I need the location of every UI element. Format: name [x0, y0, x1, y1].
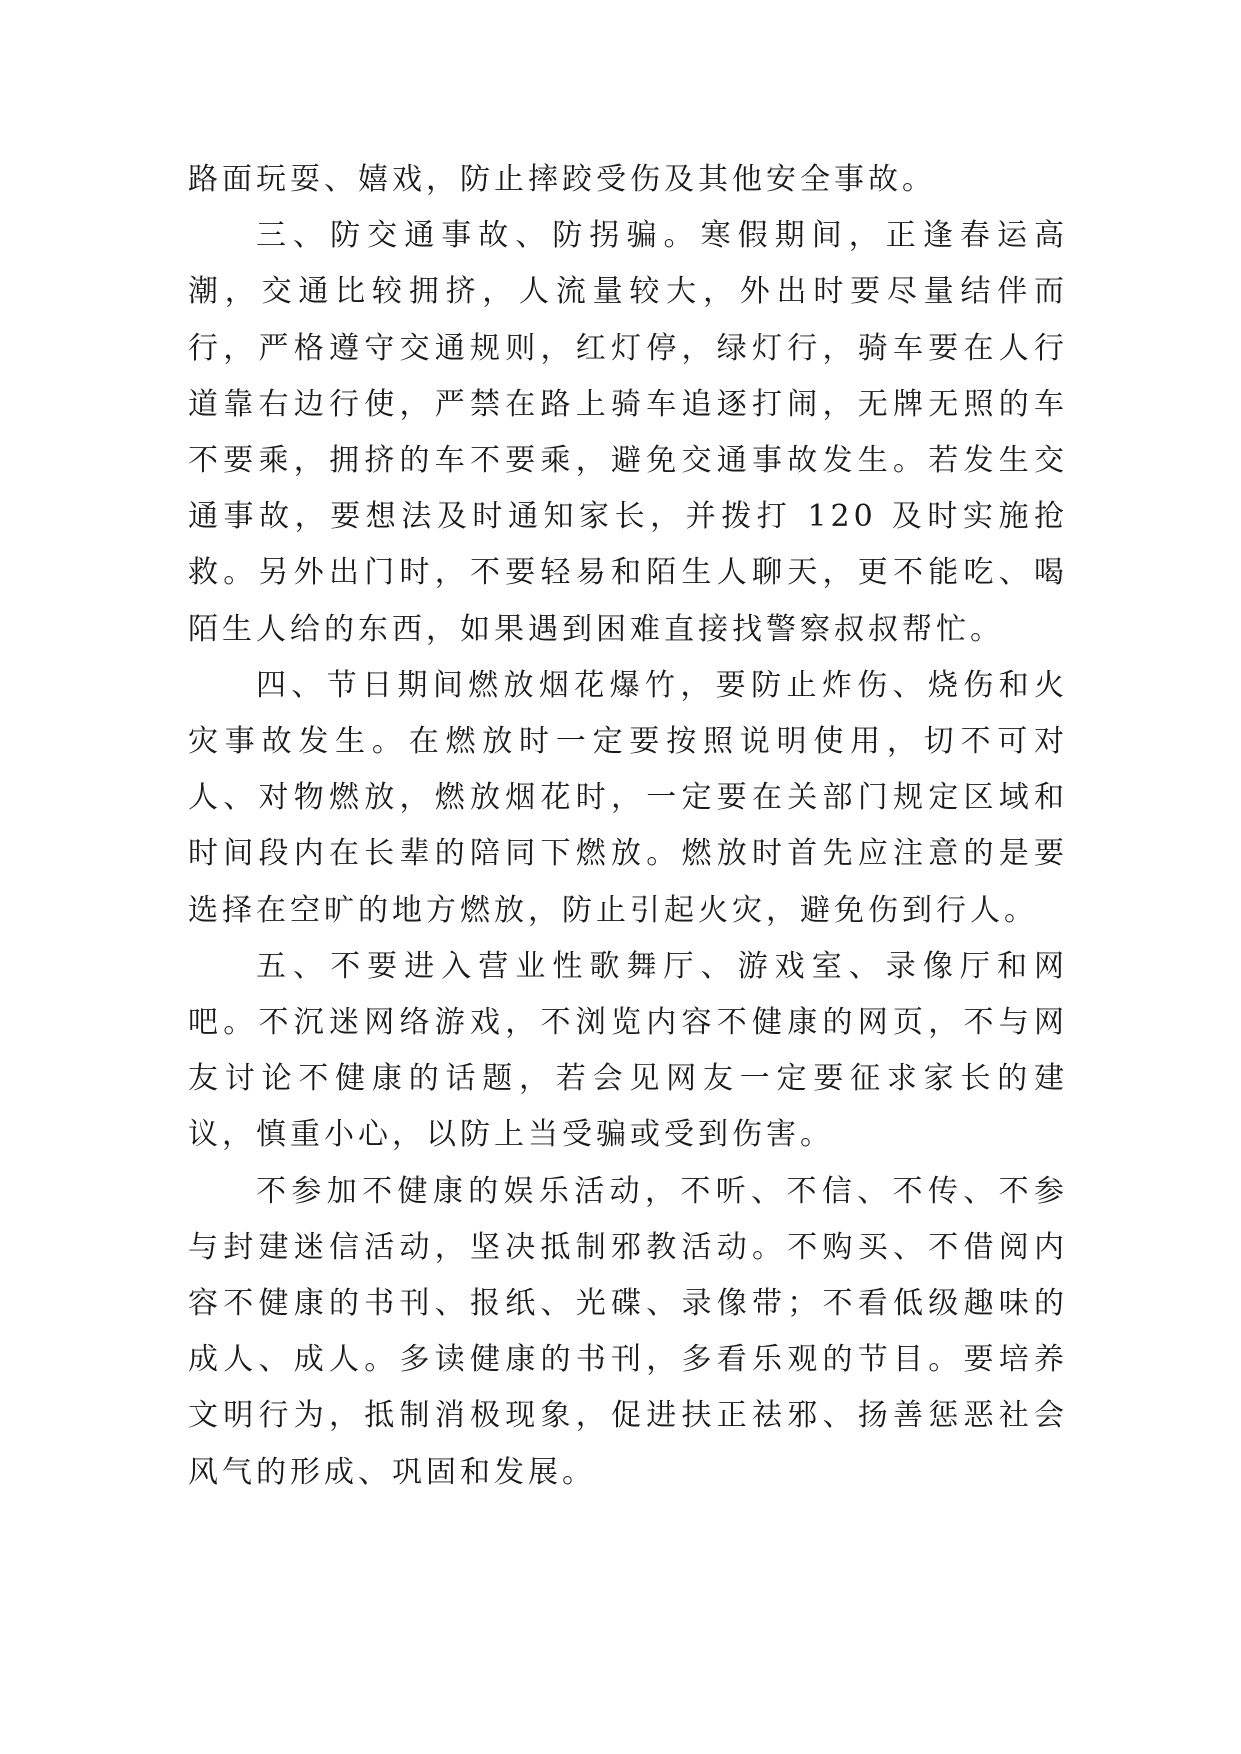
line: 不健康的话题，若会见网友一定要征求家长的建议，慎重小: [188, 1061, 1069, 1153]
line: 封建迷信活动，坚决抵制邪教活动。不购买、不借阅内容不: [188, 1229, 1068, 1322]
document-page: [188, 152, 1068, 1501]
line: 遵守交通规则，红灯停，绿灯行，骑车要在人行道靠右边行: [188, 330, 1068, 422]
line: 及时通知家长，并拨打 120 及时实施抢救。另外出门时，不: [188, 499, 1068, 591]
paragraph-item-4: [188, 658, 1068, 939]
paragraph-item-5: [188, 939, 1068, 1164]
line: 的地方燃放，防止引起火灾，避免伤到行人。: [358, 892, 1038, 928]
line: 三、防交通事故、防拐骗。寒假期间，正逢春运高潮，: [188, 218, 1068, 310]
line: 事故发生。在燃放时一定要按照说明使用，切不可对人、对: [188, 724, 1069, 816]
line: 健康的书刊、报纸、光碟、录像带；不看低级趣味的成人、: [188, 1286, 1068, 1378]
line: 在长辈的陪同下燃放。燃放时首先应注意的是要选择在空旷: [188, 836, 1068, 928]
line: 交通比较拥挤，人流量较大，外出时要尽量结伴而行，严格: [188, 274, 1069, 366]
line: 心，以防上当受骗或受到伤害。: [358, 1117, 834, 1153]
line: 巩固和发展。: [392, 1454, 596, 1490]
paragraph-item-3: [188, 208, 1068, 658]
line: 不沉迷网络游戏，不浏览内容不健康的网页，不与网友讨论: [188, 1005, 1068, 1097]
line: 要轻易和陌生人聊天，更不能吃、喝陌生人给的东西，如果: [188, 555, 1068, 647]
line: 使，严禁在路上骑车追逐打闹，无牌无照的车不要乘，拥挤: [188, 386, 1068, 479]
line: 的车不要乘，避免交通事故发生。若发生交通事故，要想法: [188, 443, 1068, 535]
line: 抵制消极现象，促进扶正祛邪、扬善惩恶社会风气的形成、: [188, 1398, 1068, 1490]
line: 路面玩耍、嬉戏，防止摔跤受伤及其他安全事故。: [188, 162, 936, 197]
line: 物燃放，燃放烟花时，一定要在关部门规定区域和时间段内: [188, 780, 1068, 872]
line: 遇到困难直接找警察叔叔帮忙。: [528, 611, 1004, 647]
line: 五、不要进入营业性歌舞厅、游戏室、录像厅和网吧。: [188, 948, 1068, 1041]
paragraph-continuation: [188, 152, 1068, 208]
line: 四、节日期间燃放烟花爆竹，要防止炸伤、烧伤和火灾: [188, 667, 1068, 760]
line: 不参加不健康的娱乐活动，不听、不信、不传、不参与: [188, 1173, 1068, 1265]
line: 成人。多读健康的书刊，多看乐观的节目。要培养文明行为，: [188, 1342, 1068, 1434]
paragraph-closing: [188, 1164, 1068, 1501]
